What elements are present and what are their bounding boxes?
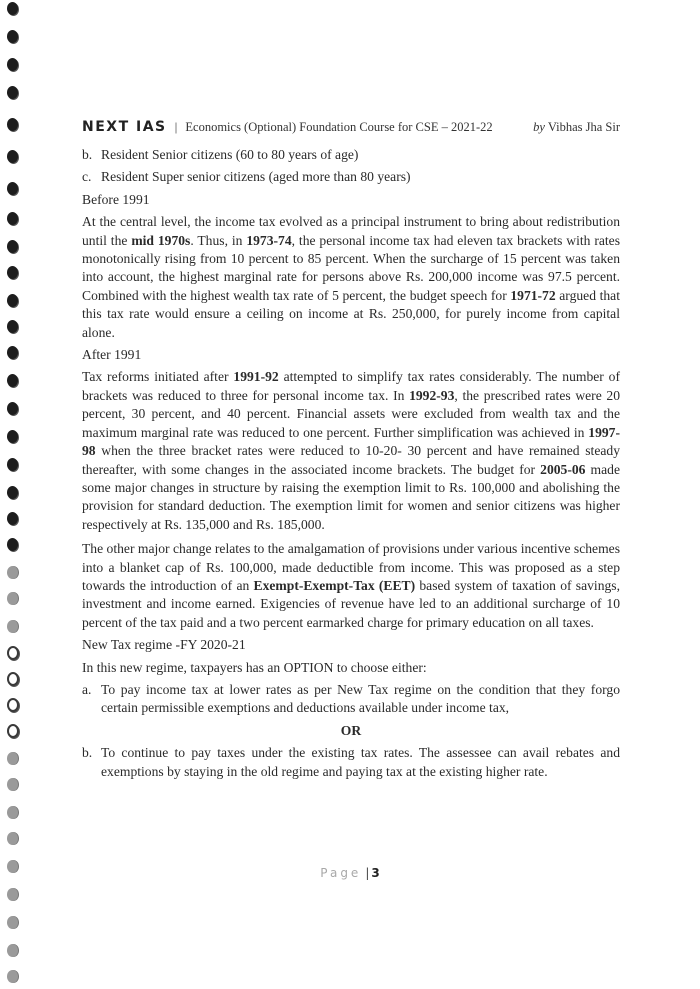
binder-hole	[7, 512, 18, 525]
binder-holes	[0, 0, 26, 989]
binder-hole	[7, 430, 18, 443]
binder-hole	[7, 832, 18, 845]
list-text: Resident Super senior citizens (aged more than 80 years)	[101, 169, 411, 185]
binder-hole	[7, 118, 18, 131]
binder-hole	[7, 150, 18, 163]
binder-hole	[7, 724, 19, 738]
binder-hole	[7, 266, 18, 279]
page-body	[82, 146, 620, 781]
page-header	[82, 119, 620, 141]
binder-hole	[7, 58, 18, 71]
page-footer	[0, 866, 700, 880]
or-separator: OR	[340, 722, 362, 738]
binder-hole	[7, 806, 18, 819]
binder-hole	[7, 402, 18, 415]
paragraph-new-regime-intro: In this new regime, taxpayers has an OPTION to choose either:	[82, 659, 427, 675]
section-heading-new-regime: New Tax regime -FY 2020-21	[82, 637, 246, 653]
binder-hole	[7, 566, 18, 579]
binder-hole	[7, 646, 19, 660]
list-marker: c.	[82, 169, 92, 185]
author-credit	[533, 120, 620, 135]
binder-hole	[7, 620, 18, 633]
binder-hole	[7, 592, 18, 605]
list-item	[82, 146, 620, 164]
binder-hole	[7, 888, 18, 901]
binder-hole	[7, 672, 19, 686]
author-name: Vibhas Jha Sir	[547, 120, 620, 134]
page-label: Page	[320, 866, 362, 880]
binder-hole	[7, 970, 18, 983]
option-marker: b.	[82, 745, 93, 761]
binder-hole	[7, 538, 18, 551]
binder-hole	[7, 698, 19, 712]
header-separator: |	[174, 120, 178, 134]
binder-hole	[7, 458, 18, 471]
binder-hole	[7, 916, 18, 929]
header-left	[82, 119, 493, 135]
list-marker: b.	[82, 147, 93, 162]
paragraph-before-1991: At the central level, the income tax evolved as a principal instrument to bring about redistribution until the mid 1970s. Thus, in 1973-74, the personal income tax had eleven tax brackets with rates monotonically rising from 10 percent to 85 percent. When the surcharge of 15 percent was taken into account, the highest marginal rate for persons above Rs. 200,000 income was 97.5 percent. Combined with the highest wealth tax rate of 5 percent, the budget speech for 1971-72 argued that this tax rate would ensure a ceiling on income at Rs. 250,000, for purely income from capital alone.	[82, 214, 620, 340]
binder-hole	[7, 30, 18, 43]
section-heading-after-1991: After 1991	[82, 347, 142, 363]
binder-hole	[7, 240, 18, 253]
binder-hole	[7, 182, 18, 195]
paragraph-after-1991: Tax reforms initiated after 1991-92 attempted to simplify tax rates considerably. The number of brackets was reduced to three for personal income tax. In 1992-93, the prescribed rates were 20 percent, 30 percent, and 40 percent. Financial assets were excluded from wealth tax and the maximum marginal rate was reduced to one percent. Further simplification was achieved in 1997-98 when the three bracket rates were reduced to 10-20- 30 percent and have remained steady thereafter, with some changes in the associated income brackets. The budget for 2005-06 made some major changes in structure by raising the exemption limit to Rs. 100,000 and abolishing the provision for standard deduction. The exemption limit for women and senior citizens was higher respectively at Rs. 135,000 and Rs. 185,000.	[82, 369, 620, 532]
option-item	[82, 681, 620, 718]
binder-hole	[7, 374, 18, 387]
author-prefix: by	[533, 120, 545, 134]
binder-hole	[7, 944, 18, 957]
brand-logo: NEXT IAS	[82, 119, 167, 135]
page-number: 3	[371, 866, 380, 880]
option-marker: a.	[82, 681, 92, 697]
option-text: To continue to pay taxes under the existing tax rates. The assessee can avail rebates and exemptions by staying in the old regime and paying tax at the existing higher rate.	[101, 745, 620, 779]
list-item	[82, 168, 620, 186]
option-text: To pay income tax at lower rates as per New Tax regime on the condition that they forgo certain permissible exemptions and deductions available under income tax,	[101, 681, 620, 716]
binder-hole	[7, 212, 18, 225]
paragraph-amalgamation: The other major change relates to the amalgamation of provisions under various incentive schemes into a blanket cap of Rs. 100,000, made deductible from income. This was proposed as a step towards the introduction of an Exempt-Exempt-Tax (EET) based system of taxation of savings, investment and income earned. Exigencies of revenue have led to an additional surcharge of 10 percent of the tax paid and a two percent earmarked charge for primary education on all taxes.	[82, 541, 620, 630]
binder-hole	[7, 2, 18, 15]
binder-hole	[7, 486, 18, 499]
binder-hole	[7, 86, 18, 99]
list-text: Resident Senior citizens (60 to 80 years of age)	[101, 147, 359, 162]
binder-hole	[7, 778, 18, 791]
footer-separator: |	[365, 866, 370, 880]
binder-hole	[7, 752, 18, 765]
course-title: Economics (Optional) Foundation Course for CSE – 2021-22	[185, 120, 493, 134]
binder-hole	[7, 346, 18, 359]
option-item	[82, 744, 620, 781]
section-heading-before-1991: Before 1991	[82, 191, 150, 207]
binder-hole	[7, 294, 18, 307]
binder-hole	[7, 320, 18, 333]
